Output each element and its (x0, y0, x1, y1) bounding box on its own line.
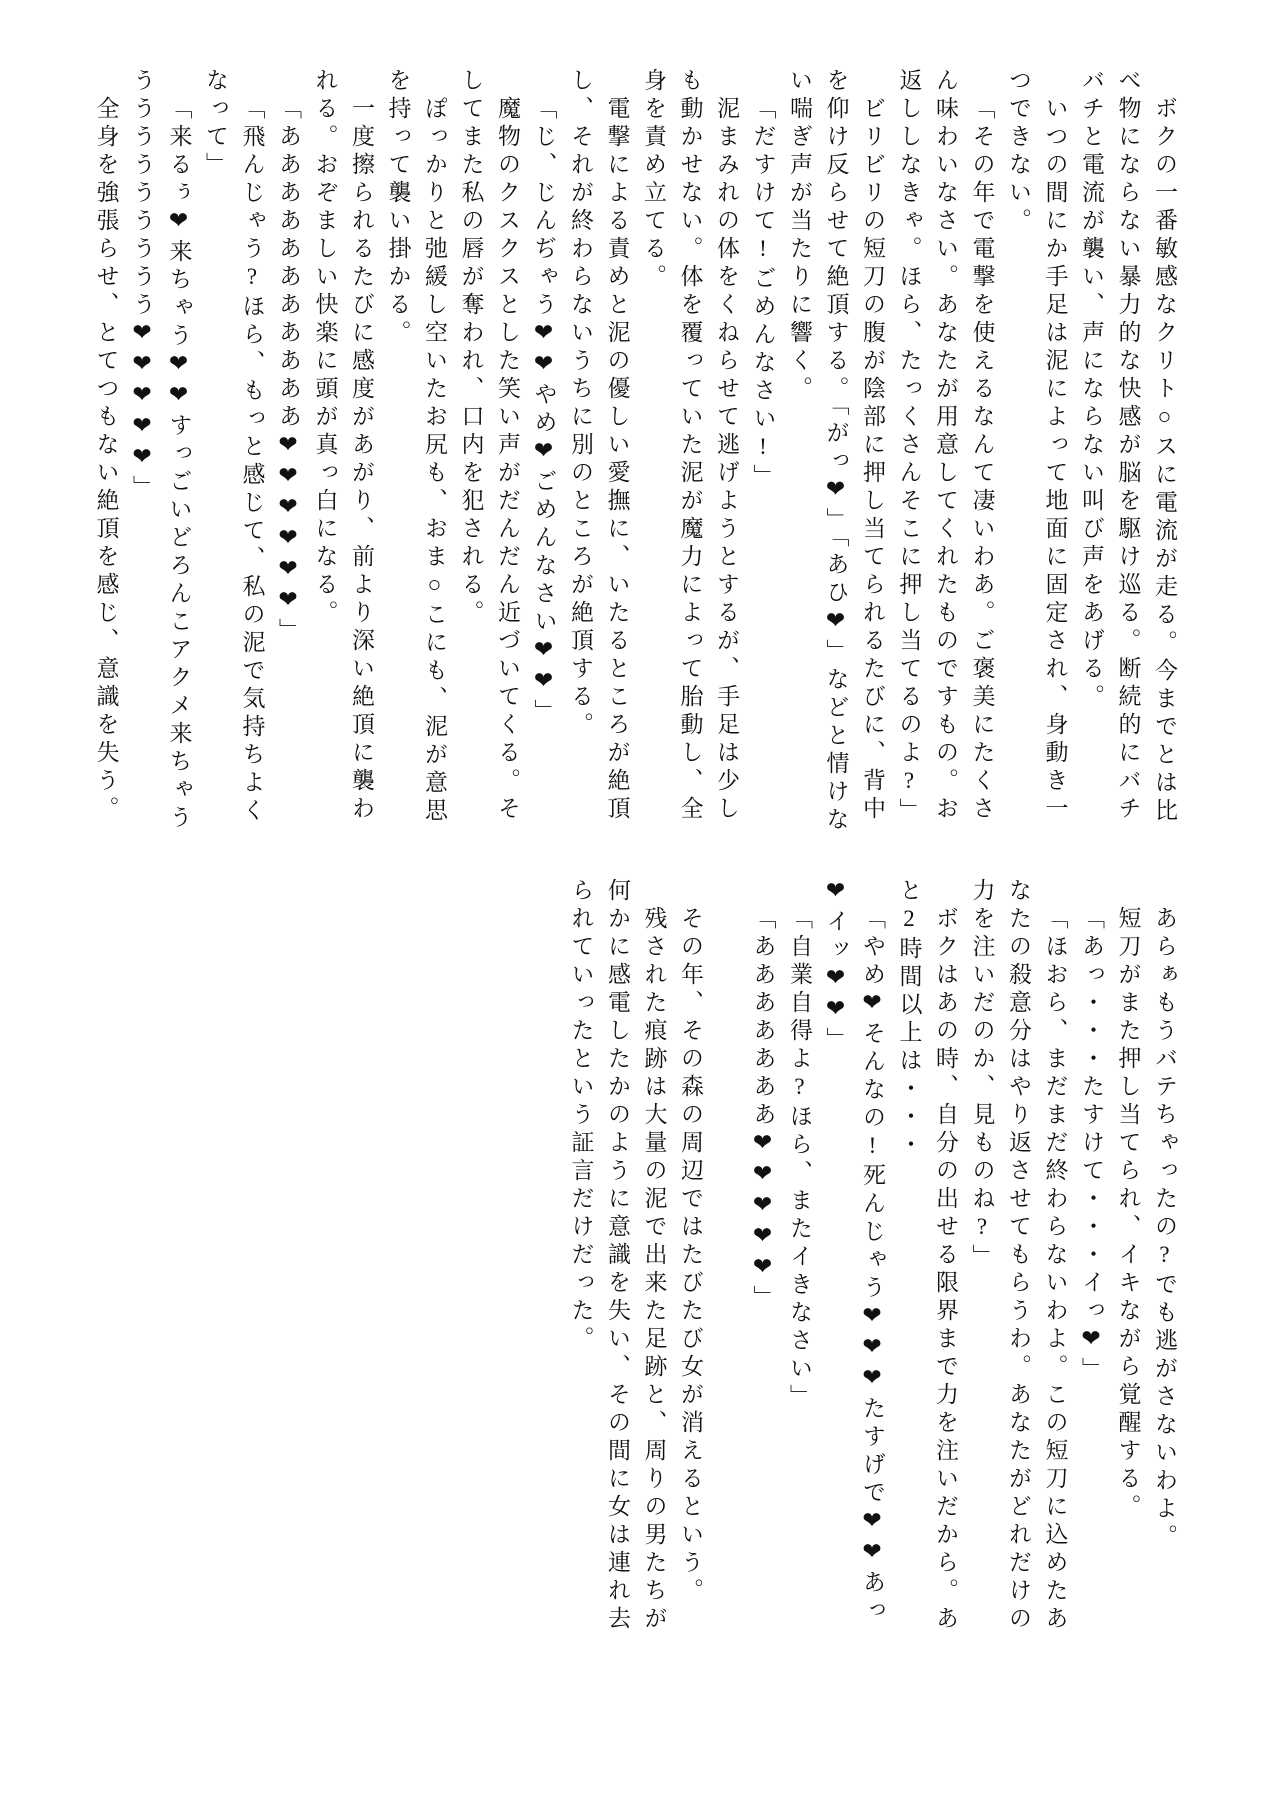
text-column: 「だすけて!ごめんなさい!」 (750, 96, 776, 492)
text-column: を仰け反らせて絶頂する。「がっ❤」「あひ❤」などと情けな (823, 68, 849, 835)
blank-column (708, 878, 744, 1648)
text-column: 「自業自得よ?ほら、またイきなさい」 (787, 906, 812, 1412)
text-column: 「飛んじゃう?ほら、もっと感じて、私の泥で気持ちよく (239, 96, 265, 826)
text-column: 「やめ❤そんなの!死んじゃう❤❤❤たすげで❤❤あっ (860, 906, 885, 1626)
text-column: 泥まみれの体をくねらせて逃げようとするが、手足は少し (714, 96, 739, 824)
text-column: バチと電流が襲い、声にならない叫び声をあげる。 (1079, 68, 1104, 712)
text-column: 「あっ・・・たすけて・・・イっ❤」 (1079, 906, 1104, 1385)
text-column: れる。おぞましい快楽に頭が真っ白になる。 (312, 68, 338, 628)
text-column: 「その年で電撃を使えるなんて凄いわあ。ご褒美にたくさ (969, 96, 995, 824)
text-column: 残された痕跡は大量の泥で出来た足跡と、周りの男たちが (641, 906, 667, 1634)
text-column: 電撃による責めと泥の優しい愛撫に、いたるところが絶頂 (604, 96, 630, 824)
text-column: つできない。 (1006, 68, 1031, 236)
text-column: してまた私の唇が奪われ、口内を犯される。 (458, 68, 484, 628)
text-column: 「じ、じんぢゃう❤❤やめ❤ごめんなさい❤❤」 (531, 96, 557, 727)
text-column: ううううううううう❤❤❤❤❤」 (130, 68, 155, 503)
text-column: し、それが終わらないうちに別のところが絶頂する。 (568, 68, 593, 740)
text-column: を持って襲い掛かる。 (385, 68, 411, 348)
text-column: 返ししなきゃ。ほら、たっくさんそこに押し当てるのよ?」 (896, 68, 922, 826)
text-column: 「ほおら、まだまだ終わらないわよ。この短刀に込めたあ (1042, 906, 1068, 1634)
text-block-top (87, 68, 1182, 838)
text-column: 何かに感電したかのように意識を失い、その間に女は連れ去 (605, 878, 630, 1634)
text-column: 魔物のクスクスとした笑い声がだんだん近づいてくる。そ (495, 96, 520, 824)
text-column: あらぁもうバテちゃったの?でも逃がさないわよ。 (1152, 906, 1177, 1552)
text-block-bottom (562, 878, 1182, 1648)
text-column: い喘ぎ声が当たりに響く。 (787, 68, 812, 404)
text-column: 「あああああああああああ❤❤❤❤❤❤」 (276, 96, 301, 646)
text-column: その年、その森の周辺ではたびたび女が消えるという。 (678, 906, 703, 1606)
text-column: いつの間にか手足は泥によって地面に固定され、身動き一 (1042, 96, 1068, 824)
text-column: なって」 (203, 68, 228, 180)
text-column: 一度擦られるたびに感度があがり、前より深い絶頂に襲わ (349, 96, 374, 824)
text-column: 「来るぅ❤来ちゃう❤❤すっごいどろんこアクメ来ちゃう (166, 96, 192, 833)
text-column: 短刀がまた押し当てられ、イキながら覚醒する。 (1115, 906, 1141, 1522)
text-column: ボクはあの時、自分の出せる限界まで力を注いだから。あ (933, 906, 958, 1634)
text-column: と2時間以上は・・・ (896, 878, 922, 1160)
text-column: ぽっかりと弛緩し空いたお尻も、おま○こにも、泥が意思 (422, 96, 447, 826)
text-column: も動かせない。体を覆っていた泥が魔力によって胎動し、全 (677, 68, 703, 824)
text-column: 力を注いだのか、見ものね?」 (969, 878, 995, 1272)
text-column: ビリビリの短刀の腹が陰部に押し当てられるたびに、背中 (860, 96, 885, 824)
text-column: 身を責め立てる。 (641, 68, 666, 292)
text-column: ん味わいなさい。あなたが用意してくれたものですもの。お (933, 68, 958, 824)
text-column: べ物にならない暴力的な快感が脳を駆け巡る。断続的にバチ (1115, 68, 1141, 824)
text-column: られていったという証言だけだった。 (568, 878, 594, 1354)
text-column: 全身を強張らせ、とてつもない絶頂を感じ、意識を失う。 (93, 96, 119, 824)
text-column: ボクの一番敏感なクリト○スに電流が走る。今までとは比 (1152, 96, 1177, 826)
text-column: 「あああああああ❤❤❤❤❤」 (750, 906, 776, 1313)
text-column: ❤イッ❤❤」 (823, 878, 849, 1055)
text-column: なたの殺意分はやり返させてもらうわ。あなたがどれだけの (1006, 878, 1031, 1634)
